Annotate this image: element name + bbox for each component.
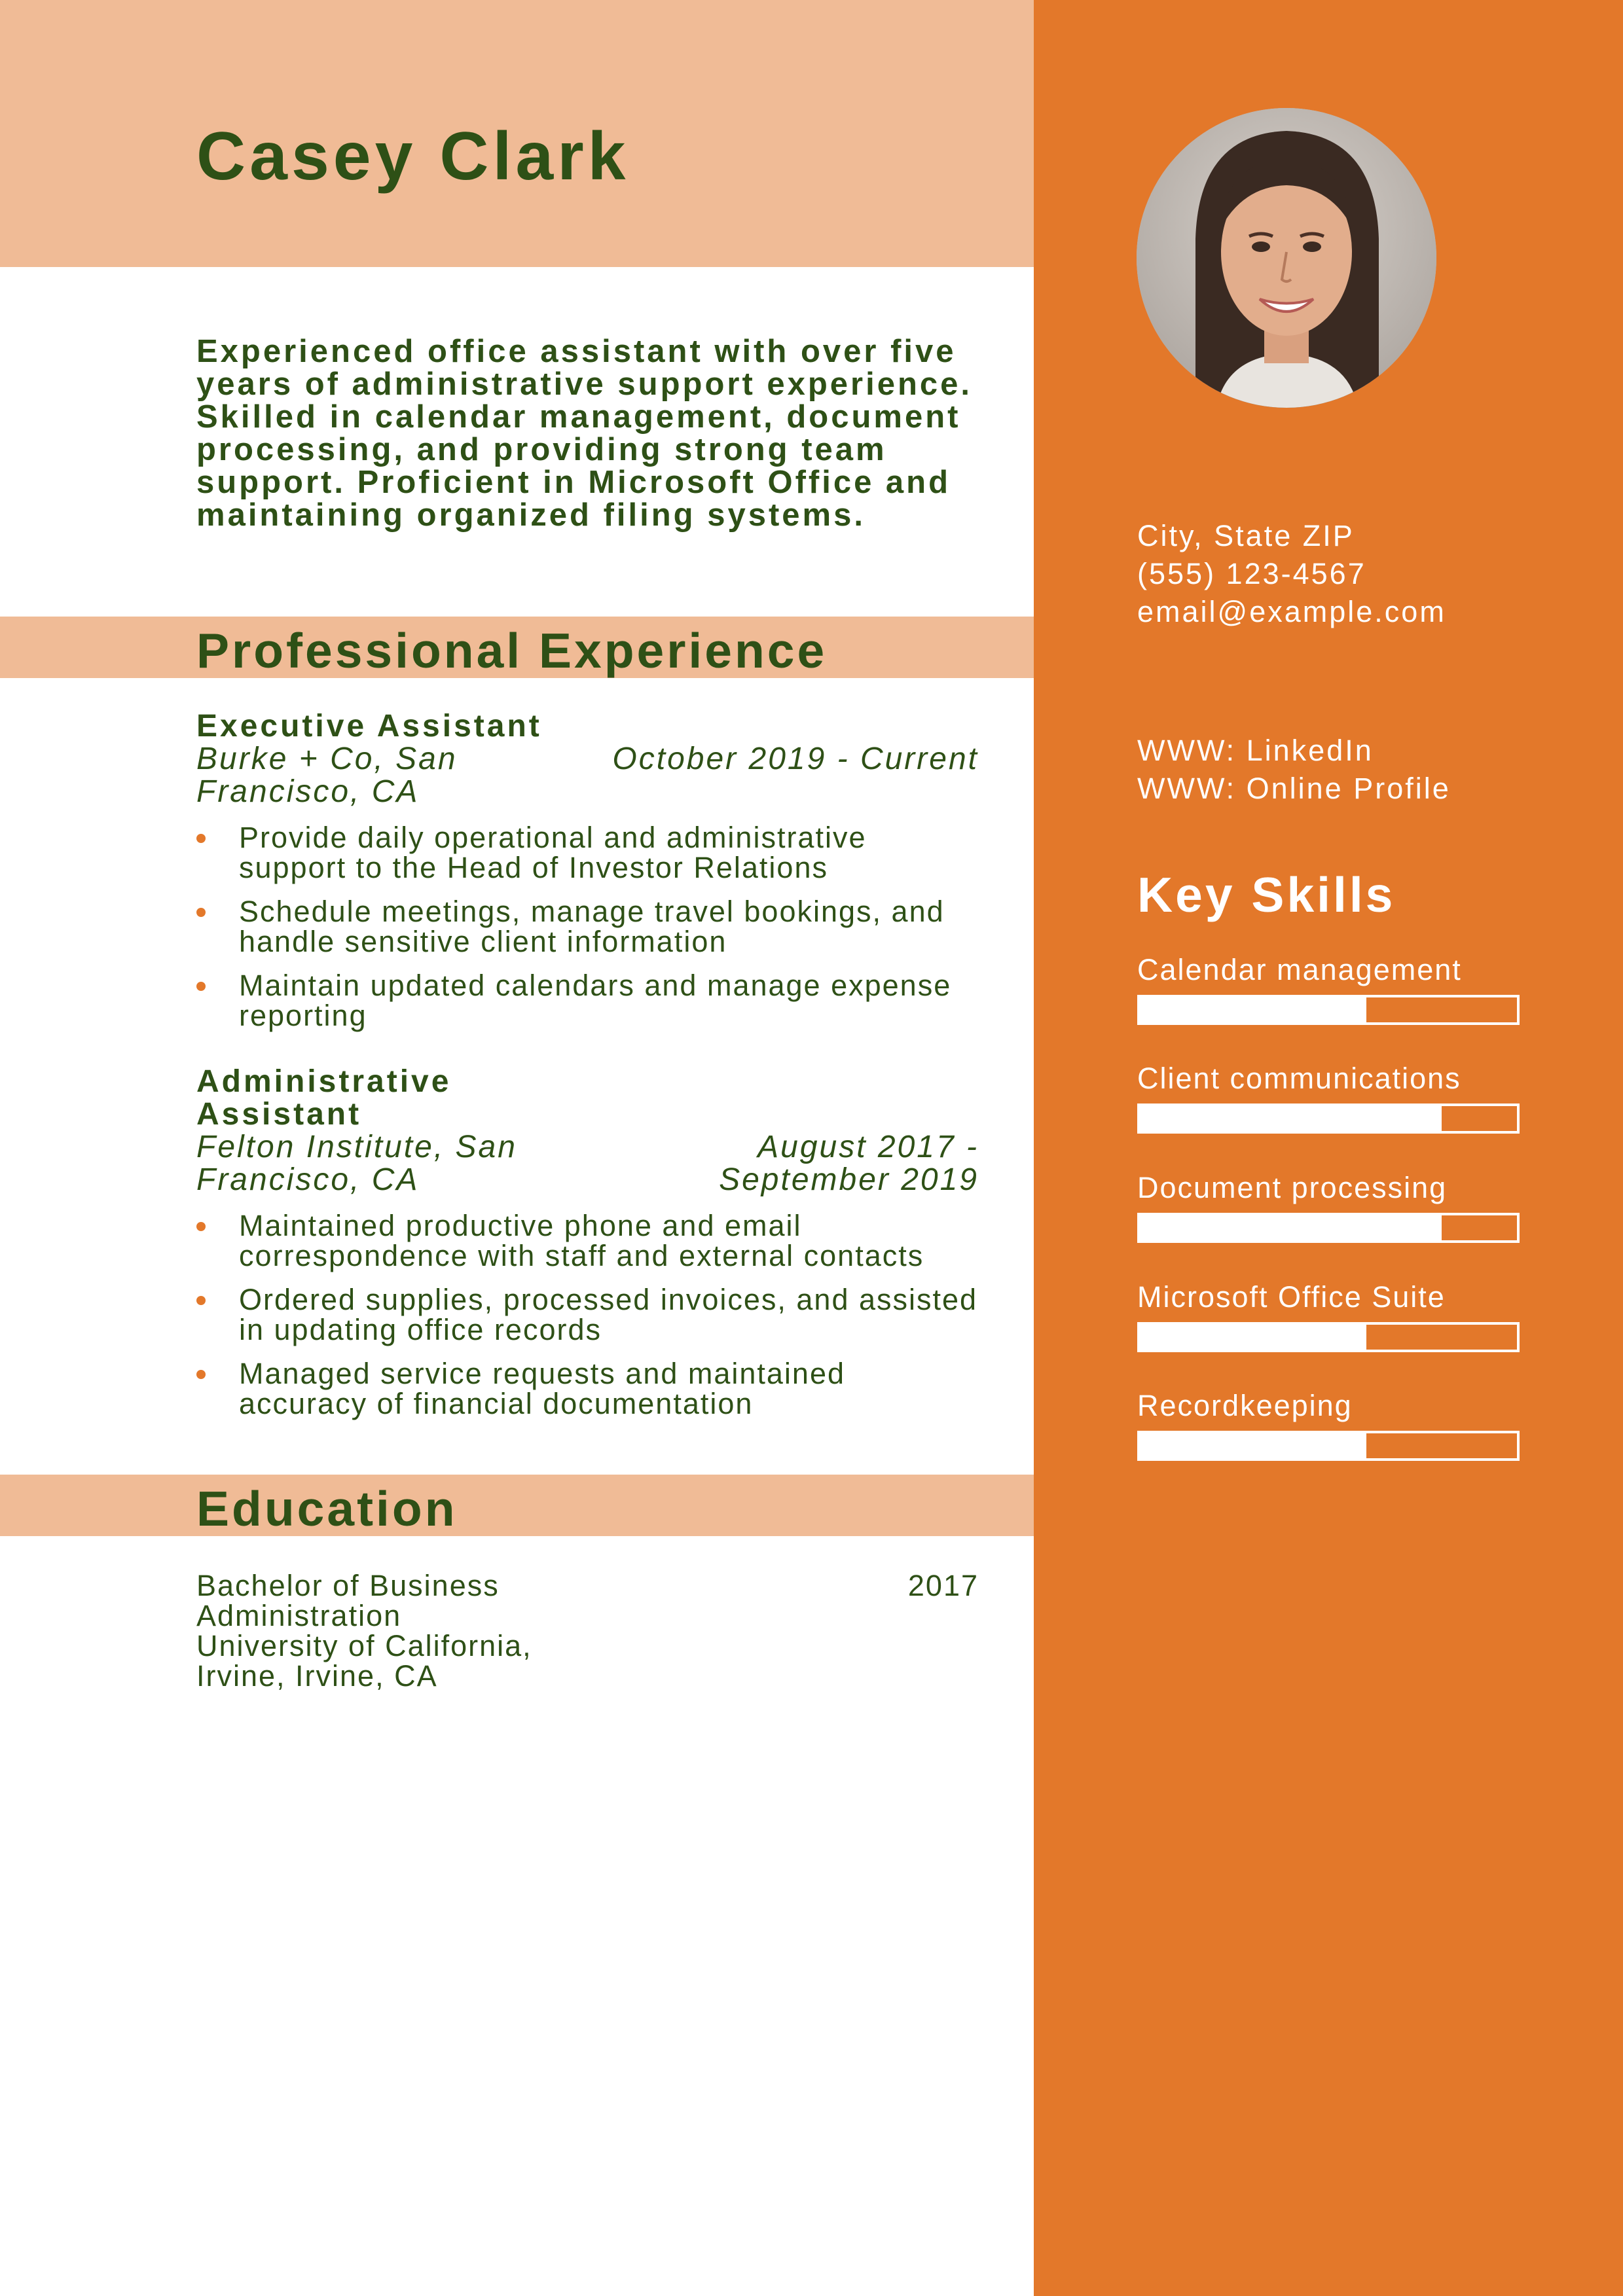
list-item xyxy=(196,971,979,1031)
skill-name: Recordkeeping xyxy=(1137,1389,1353,1422)
job-dates: October 2019 - Current xyxy=(612,742,979,776)
graduation-year: 2017 xyxy=(907,1569,979,1602)
skill-item xyxy=(1137,1062,1520,1134)
duty-text: Ordered supplies, processed invoices, and assisted in updating office records xyxy=(239,1283,978,1346)
list-item xyxy=(196,1359,979,1419)
bullet-icon xyxy=(196,1222,206,1231)
web-links xyxy=(1137,732,1451,808)
job-duties-list xyxy=(196,1211,979,1419)
bullet-icon xyxy=(196,1296,206,1305)
list-item xyxy=(196,1285,979,1345)
education-details xyxy=(196,1571,589,1691)
skill-level-bar xyxy=(1137,1103,1520,1134)
skill-item xyxy=(1137,1171,1520,1243)
bullet-icon xyxy=(196,1370,206,1379)
list-item xyxy=(196,897,979,957)
job-entry xyxy=(196,1066,979,1433)
profile-photo xyxy=(1137,108,1436,408)
skill-level-bar xyxy=(1137,995,1520,1025)
contact-info xyxy=(1137,517,1446,631)
skill-name: Client communications xyxy=(1137,1062,1461,1095)
address: City, State ZIP xyxy=(1137,519,1355,552)
skill-level-fill xyxy=(1140,1433,1366,1458)
job-entry xyxy=(196,710,979,1045)
job-duties-list xyxy=(196,823,979,1031)
summary-paragraph: Experienced office assistant with over five years of administrative support experience. Skilled in calendar management, document processing, and providing strong team support. Proficient in Microsoft Office and maintaining organized filing systems. xyxy=(196,334,973,533)
duty-text: Maintain updated calendars and manage expense reporting xyxy=(239,969,952,1032)
bullet-icon xyxy=(196,982,206,991)
bullet-icon xyxy=(196,908,206,917)
skill-level-bar xyxy=(1137,1431,1520,1461)
experience-heading: Professional Experience xyxy=(196,623,828,678)
skill-name: Document processing xyxy=(1137,1171,1448,1204)
education-band xyxy=(0,1475,1034,1536)
job-company: Felton Institute, San Francisco, CA xyxy=(196,1130,517,1197)
job-title: Executive Assistant xyxy=(196,709,542,744)
candidate-name: Casey Clark xyxy=(196,118,630,194)
list-item xyxy=(196,823,979,883)
skill-name: Microsoft Office Suite xyxy=(1137,1280,1446,1314)
job-meta xyxy=(196,1131,979,1196)
job-dates: August 2017 - September 2019 xyxy=(719,1130,979,1197)
skill-level-bar xyxy=(1137,1213,1520,1243)
skills-heading: Key Skills xyxy=(1137,867,1396,922)
education-entry xyxy=(196,1571,979,1691)
list-item xyxy=(196,1211,979,1271)
skill-item xyxy=(1137,1389,1520,1461)
bullet-icon xyxy=(196,834,206,843)
duty-text: Schedule meetings, manage travel bookings, and handle sensitive client information xyxy=(239,895,945,958)
job-title: Administrative Assistant xyxy=(196,1064,452,1132)
skill-level-fill xyxy=(1140,1106,1442,1131)
skill-item xyxy=(1137,953,1520,1025)
job-company: Burke + Co, San Francisco, CA xyxy=(196,742,458,809)
phone: (555) 123-4567 xyxy=(1137,557,1366,590)
duty-text: Managed service requests and maintained accuracy of financial documentation xyxy=(239,1357,846,1420)
skill-name: Calendar management xyxy=(1137,953,1462,986)
duty-text: Maintained productive phone and email correspondence with staff and external contacts xyxy=(239,1209,924,1272)
skill-level-bar xyxy=(1137,1322,1520,1352)
skill-level-fill xyxy=(1140,1215,1442,1240)
linkedin-link[interactable]: WWW: LinkedIn xyxy=(1137,734,1374,767)
online-profile-link[interactable]: WWW: Online Profile xyxy=(1137,772,1451,805)
education-heading: Education xyxy=(196,1481,458,1536)
duty-text: Provide daily operational and administrative support to the Head of Investor Relations xyxy=(239,821,867,884)
degree: Bachelor of Business Administration xyxy=(196,1569,500,1632)
skill-level-fill xyxy=(1140,997,1366,1022)
skill-item xyxy=(1137,1280,1520,1352)
skill-level-fill xyxy=(1140,1325,1366,1350)
portrait-icon xyxy=(1137,108,1436,408)
email: email@example.com xyxy=(1137,595,1446,628)
school: University of California, Irvine, Irvine, CA xyxy=(196,1629,532,1693)
job-meta xyxy=(196,743,979,808)
